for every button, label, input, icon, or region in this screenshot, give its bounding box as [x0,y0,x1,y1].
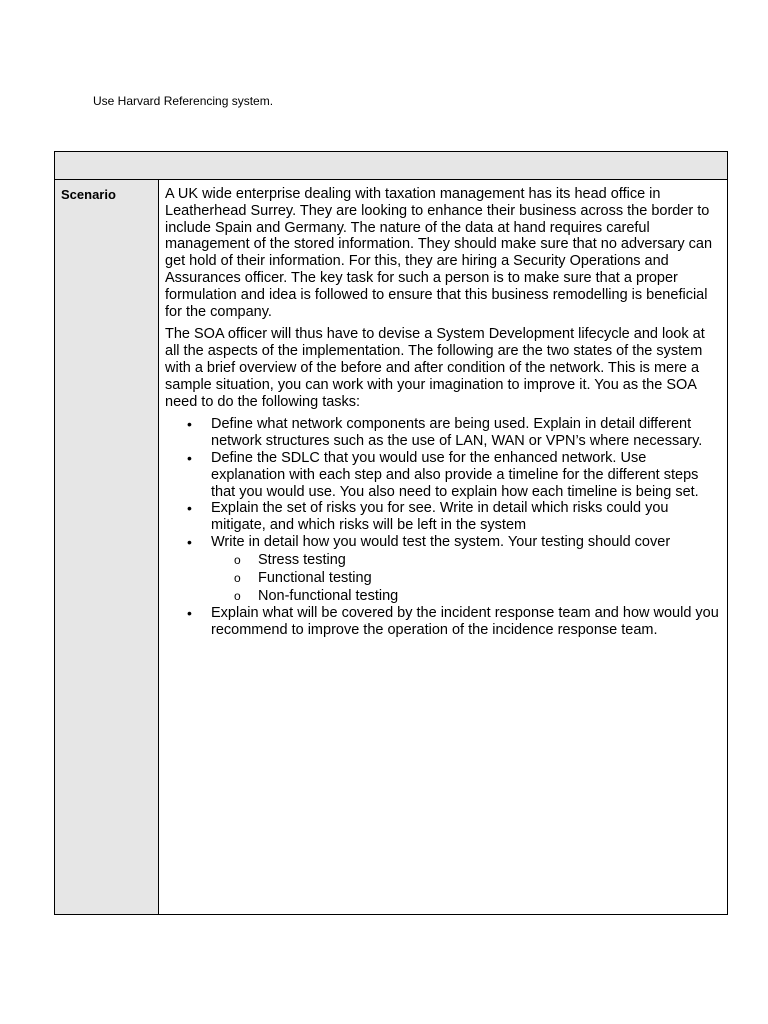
circle-bullet-icon: o [234,570,241,585]
bullet-icon: • [187,500,192,517]
task-item [165,450,723,500]
testing-type-item [211,587,723,605]
task-text: Define what network components are being used. Explain in detail different network structures such as the use of LAN, WAN or VPN’s where necessary. [211,416,703,450]
testing-type-item [211,569,723,587]
content-cell [159,180,727,914]
testing-type-text: Non-functional testing [258,587,399,604]
testing-type-list [211,551,723,605]
instruction-text: Use Harvard Referencing system. [93,94,274,108]
scenario-content [165,186,723,638]
bullet-icon: • [187,416,192,433]
task-item [165,416,723,450]
bullet-icon: • [187,449,192,466]
bullet-icon: • [187,604,192,621]
circle-bullet-icon: o [234,552,241,567]
task-item [165,500,723,534]
task-text: Define the SDLC that you would use for the enhanced network. Use explanation with each step and also provide a timeline for the different steps that you would use. You also need to explain how each timeline is being set. [211,449,699,500]
paragraph-intro: A UK wide enterprise dealing with taxation management has its head office in Leatherhead Surrey. They are looking to enhance their business across the border to include Spain and Germany. The nature of the data at hand requires careful management of the stored information. They should make sure that no adversary can get hold of their information. For this, they are hiring a Security Operations and Assurances officer. The key task for such a person is to make sure that a proper formulation and idea is followed to ensure that this business remodelling is beneficial for the company. [165,186,713,320]
task-item [165,605,723,639]
task-text: Explain the set of risks you for see. Write in detail which risks could you mitigate, and which risks will be left in the system [211,500,669,534]
circle-bullet-icon: o [234,588,241,603]
scenario-label: Scenario [61,187,116,202]
scenario-table [54,151,728,915]
label-cell [55,180,159,914]
task-text: Explain what will be covered by the incident response team and how would you recommend to improve the operation of the incidence response team. [211,604,719,638]
task-text: Write in detail how you would test the system. Your testing should cover [211,533,671,550]
testing-type-text: Stress testing [258,551,346,568]
task-list [165,416,723,638]
testing-type-item [211,551,723,569]
testing-type-text: Functional testing [258,569,372,586]
table-header-row [55,152,727,180]
task-item [165,534,723,605]
bullet-icon: • [187,533,192,550]
paragraph-soa: The SOA officer will thus have to devise a System Development lifecycle and look at all the aspects of the implementation. The following are the two states of the system with a brief overview of the before and after condition of the network. This is mere a sample situation, you can work with your imagination to improve it. You as the SOA need to do the following tasks: [165,326,705,410]
